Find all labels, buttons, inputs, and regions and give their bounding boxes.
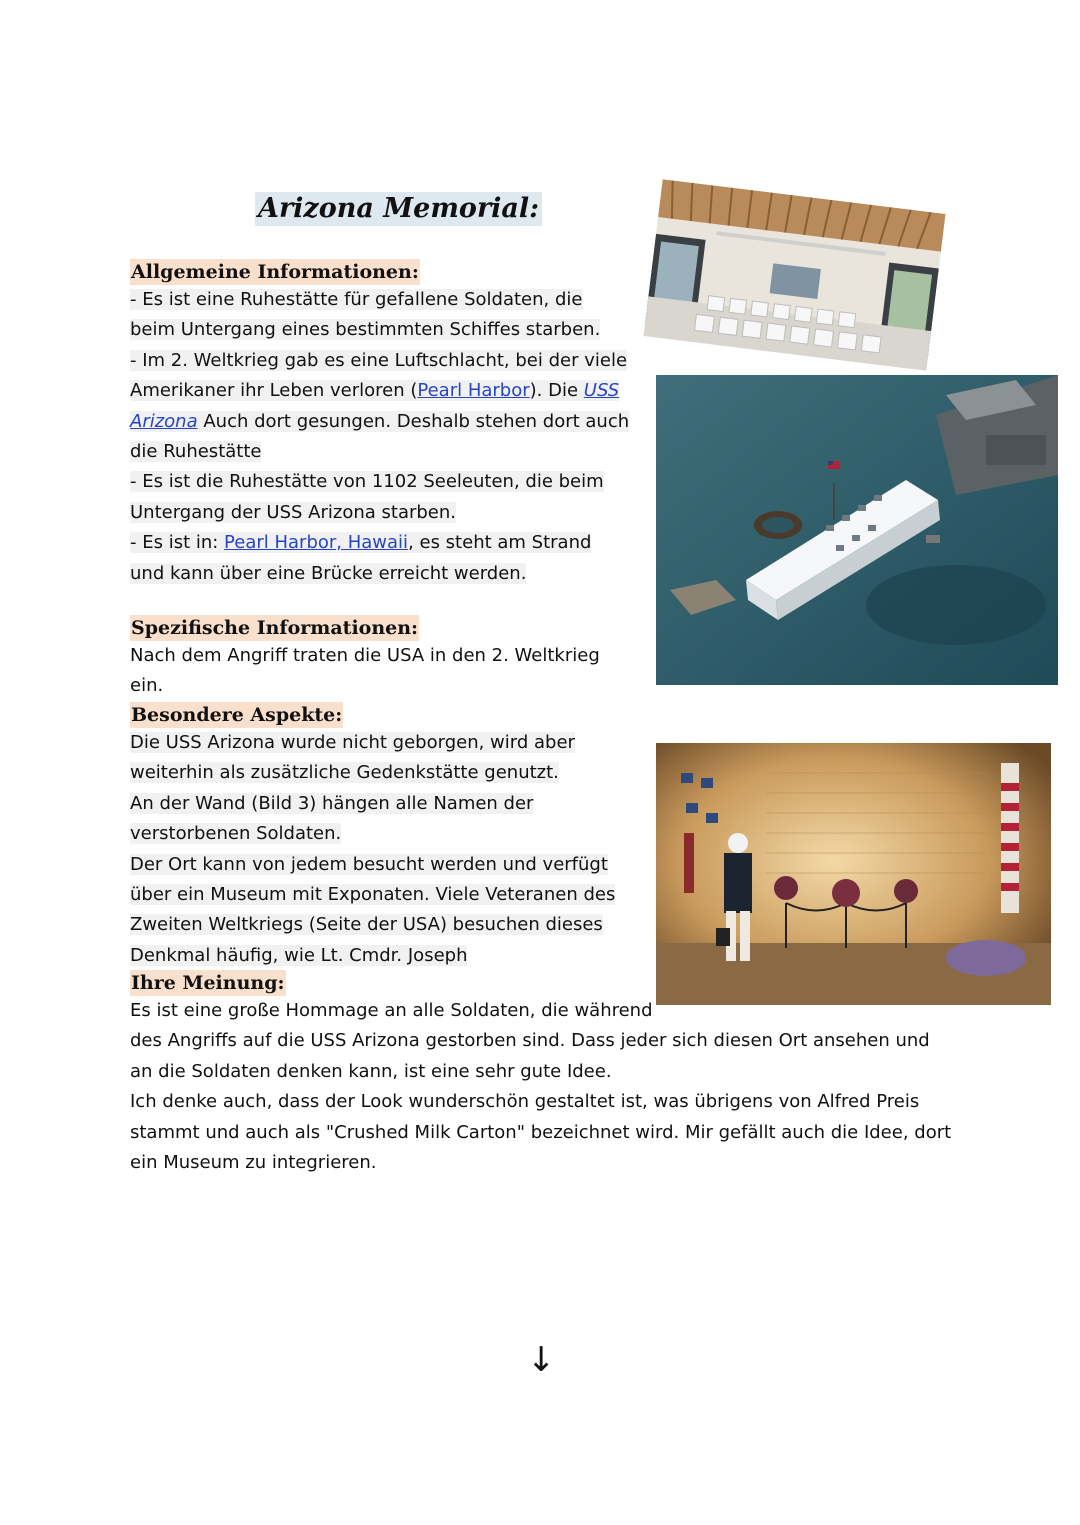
pearl-harbor-hawaii-link[interactable]: Pearl Harbor, Hawaii xyxy=(224,532,409,554)
museum-interior-photo xyxy=(643,179,945,371)
opinion-line-1: Es ist eine große Hommage an alle Soldaten, die während xyxy=(130,1000,653,1021)
specific-heading: Spezifische Informationen: xyxy=(131,617,419,639)
aspects-paragraph-1: Die USS Arizona wurde nicht geborgen, wird aber weiterhin als zusätzliche Gedenkstätte genutzt. xyxy=(130,732,575,784)
down-arrow-icon: ↓ xyxy=(527,1340,556,1380)
pearl-harbor-link[interactable]: Pearl Harbor xyxy=(417,380,530,402)
aspects-section xyxy=(130,702,630,971)
general-heading: Allgemeine Informationen: xyxy=(131,261,419,283)
specific-paragraph: Nach dem Angriff traten die USA in den 2. Weltkrieg ein. xyxy=(130,645,600,697)
opinion-line-3: an die Soldaten denken kann, ist eine sehr gute Idee. xyxy=(130,1060,612,1082)
aspects-heading: Besondere Aspekte: xyxy=(131,704,343,726)
opinion-line-2: des Angriffs auf die USS Arizona gestorben sind. Dass jeder sich diesen Ort ansehen und xyxy=(130,1030,930,1052)
aspects-paragraph-2: An der Wand (Bild 3) hängen alle Namen der verstorbenen Soldaten. xyxy=(130,792,534,845)
opinion-line-5: stammt und auch als "Crushed Milk Carton" bezeichnet wird. Mir gefällt auch die Idee, dort xyxy=(130,1121,952,1143)
general-section xyxy=(130,259,630,589)
specific-section xyxy=(130,615,630,702)
opinion-line-4: Ich denke auch, dass der Look wunderschön gestaltet ist, was übrigens von Alfred Preis xyxy=(130,1091,920,1113)
general-paragraph-2: - Im 2. Weltkrieg gab es eine Luftschlacht, bei der viele Amerikaner ihr Leben verloren (Pearl Harbor). Die USS Arizona Auch dort gesungen. Deshalb stehen dort auch die Ruhestätte xyxy=(130,349,630,463)
memorial-aerial-photo xyxy=(656,375,1058,685)
general-paragraph-1: - Es ist eine Ruhestätte für gefallene Soldaten, die beim Untergang eines bestimmten Schiffes starben. xyxy=(130,289,601,341)
page-title: Arizona Memorial: xyxy=(255,192,542,226)
uss-arizona-link[interactable]: USS Arizona xyxy=(130,380,620,432)
general-paragraph-4: - Es ist in: Pearl Harbor, Hawaii, es steht am Strand und kann über eine Brücke erreicht werden. xyxy=(130,532,592,584)
opinion-heading: Ihre Meinung: xyxy=(131,972,285,994)
shrine-room-photo xyxy=(656,743,1051,1005)
aspects-paragraph-3: Der Ort kann von jedem besucht werden und verfügt über ein Museum mit Exponaten. Viele Veteranen des Zweiten Weltkriegs (Seite der USA) besuchen dieses Denkmal häufig, wie Lt. Cmdr. Joseph xyxy=(130,853,616,966)
general-paragraph-3: - Es ist die Ruhestätte von 1102 Seeleuten, die beim Untergang der USS Arizona starben. xyxy=(130,471,604,523)
opinion-line-6: ein Museum zu integrieren. xyxy=(130,1152,377,1174)
